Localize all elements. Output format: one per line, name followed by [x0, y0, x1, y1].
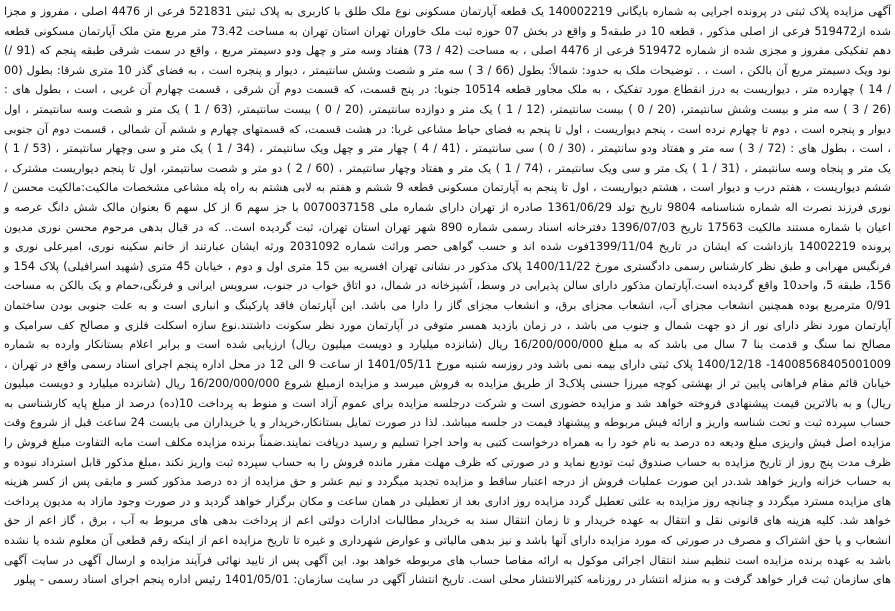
auction-notice-text: آگهی مزایده پلاک ثبتی در پرونده اجرایی به شماره بایگانی 140002219 یک قطعه آپارتمان مسکونی نوع ملک طلق با کاربری به پلاک ثبتی 521831 فرعی از 4476 اصلی ، مفروز و مجزا شده از519472 فرعی از اصلی مذکور ، قطعه 10 در طبقه5 و واقع در بخش 07 حوزه ثبت ملک خاوران تهران استان تهران به مساحت 73.42 متر مربع متن ملک آپارتمان مسکونی قطعه دهم تفکیکی مفروز و مجزی شده از شماره 519472 فرعی از 4476 اصلی ، به مساحت (42 / 73) هفتاد وسه متر و چهل ودو دسیمتر مربع ، واقع در سمت شرقی طبقه پنجم که (91 /) نود ویک دسیمتر مربع آن بالکن ، است ، . توضیحات ملک به حدود: شمالاً: بطول (66 / 3 ) سه متر و شصت وشش سانتیمتر ، دیوار و پنجره است ، به فضای گذر 10 متری شرقا: بطول (00 / 14 ) چهارده متر ، دیواریست به درز انقطاع مورد تفکیک ، به ملک مجاور قطعه 10514 جنوبا: در پنج قسمت، که قسمت دوم آن شرقی ، قسمت چهارم آن غربی ، است ، بطول های : (26 / 3 ) سه متر و بیست وشش سانتیمتر، (20 / 0 ) بیست سانتیمتر، (12 / 1 ) یک متر و دوازده سانتیمتر، (20 / 0 ) بیست سانتیمتر، (63 / 1 ) یک متر و شصت وسه سانتیمتر ، اول دیوار و پنجره است ، دوم تا چهارم نرده است ، پنجم دیواریست ، اول تا پنجم به فضای حیاط مشاعی غربا: در هشت قسمت، که قسمتهای چهارم و ششم آن شمالی ، قسمت دوم آن جنوبی ، است ، بطول های : (72 / 3 ) سه متر و هفتاد ودو سانتیمتر ، (30 / 0 ) سی سانتیمتر ، (41 / 4 ) چهار متر و چهل ویک سانتیمتر ، (34 / 1 ) یک متر و سی وچهار سانتیمتر ، (53 / 1 ) یک متر و پنجاه وسه سانتیمتر ، (31 / 1 ) یک متر و سی ویک سانتیمتر ، (74 / 1 ) یک متر و هفتاد وچهار سانتیمتر ، (60 / 2 ) دو متر و شصت سانتیمتر، اول تا پنجم دیواریست مشترک ، ششم دیواریست ، هفتم درب و دیوار است ، هشتم دیواریست ، اول تا پنجم به آپارتمان مسکونی قطعه 9 ششم و هفتم به لابی هشتم به راه پله مشاعی مشخصات مالکیت:مالکیت محسن / نوری فرزند نصرت اله شماره شناسنامه 9804 تاریخ تولد 1361/06/29 صادره از تهران دارای شماره ملی 0070037158 با جز سهم 6 از کل سهم 6 بعنوان مالک شش دانگ عرصه و اعیان با شماره مستند مالکیت 17563 تاریخ 1396/07/03 دفترخانه اسناد رسمی شماره 890 شهر تهران استان تهران، ثبت گردیده است.. که در قبال بدهی مرحوم محسن نوری مدیون پرونده 14002219 بازداشت که ایشان در تاریخ 1399/11/04فوت شده اند و حسب گواهی حصر وراثت شماره 2031092 ورثه ایشان عبارتند از خانم سکینه نوری، امیرعلی نوری و فرنگیس مهرابی و طبق نظر کارشناس رسمی دادگستری مورخ 1400/11/22 پلاک مذکور در نشانی تهران افسریه بین 15 متری اول و دوم ، خیابان 45 متری (شهید اسرافیلی) پلاک 154 و 156، طبقه 5، واحد10 واقع گردیده است.آپارتمان مذکور دارای سالن پذیرایی در وسط، آشپزخانه در شمال، دو اتاق خواب در جنوب، سرویس ایرانی و فرنگی،حمام و یک بالکن به مساحت 0/91 مترمربع بوده همچنین انشعاب مجزای آب، انشعاب مجزای برق، و انشعاب مجزای گاز را دارا می باشد. این آپارتمان فاقد پارکینگ و انباری است و به علت جنوبی بودن ساختمان آپارتمان مورد نظر دارای نور از دو جهت شمال و جنوب می باشد ، در زمان بازدید همسر متوفی در آپارتمان مورد نظر سکونت داشتند.نوع سازه اسکلت فلزی و مصالح کف سرامیک و مصالح نما سنگ و قدمت بنا 7 سال می باشد که به مبلغ 16/200/000/000 ریال (شانزده میلیارد و دویست میلیون ریال) ارزیابی شده است و برابر اعلام بستانکار وارده به شماره 14008568405001009- 1400/12/18 پلاک ثبتی دارای بیمه نمی باشد ودر روزسه شنبه مورخ 1401/05/11 از ساعت 9 الی 12 در محل اداره پنجم اجرای اسناد رسمی واقع در تهران ، خیابان قائم مقام فراهانی پایین تر از بهشتی کوچه میرزا حسنی پلاک3 از طریق مزایده به فروش میرسد و مزایده ازمبلغ شروع 16/200/000/000 ریال (شانزده میلیارد و دویست میلیون ریال) و به بالاترین قیمت پیشنهادی فروخته خواهد شد و مزایده حضوری است و شرکت درجلسه مزایده برای عموم آزاد است و منوط به پرداخت 10(ده) درصد از مبلغ پایه کارشناسی به حساب سپرده ثبت و تحت شناسه واریز و ارائه فیش مربوطه و پیشنهاد قیمت در جلسه میباشد. لذا در صورت تمایل بستانکار،خریدار و یا خریداران می بایست 24 ساعت قبل از شروع وقت مزایده اصل فیش واریزی مبلغ ودیعه ده درصد به نام خود را به همراه درخواست کتبی به واحد اجرا تسلیم و رسید دریافت نمایند.ضمناً برنده مزایده مکلف است مابه التفاوت مبلغ فروش را ظرف مدت پنج روز از تاریخ مزایده به حساب صندوق ثبت تودیع نماید و در صورتی که ظرف مهلت مقرر مانده فروش را به حساب سپرده ثبت واریز نکند ،مبلغ مذکور قابل استرداد نبوده و به حساب خزانه واریز خواهد شد.در این صورت عملیات فروش از درجه اعتبار ساقط و مزایده تجدید میگردد و نیم عشر و حق مزایده از ده درصد مذکور کسر و مابقی پس از کسر هزینه های مزایده مسترد میگردد و چنانچه روز مزایده به علتی تعطیل گردد مزایده روز اداری بعد از تعطیلی در همان ساعت و مکان برگزار خواهد گردید و در صورت وجود مازاد به مدیون پرداخت خواهد شد. کلیه هزینه های قانونی نقل و انتقال به عهده خریدار و تا زمان انتقال سند به خریدار مطالبات ادارات دولتی اعم از پرداخت بدهی های مربوط به آب ، برق ، گاز اعم از حق انشعاب و یا حق اشتراک و مصرف در صورتی که مورد مزایده دارای آنها باشد و نیز بدهی مالیاتی و عوارض شهرداری و غیره تا تاریخ مزایده اعم از اینکه رقم قطعی آن معلوم شده یا نشده باشد به عهده برنده مزایده است تنظیم سند انتقال اجرائی موکول به ارائه مفاصا حساب های مربوطه خواهد بود. این آگهی پس از تایید نهائی فرآیند مزایده و ارسال آگهی در سایت آگهی های سازمان ثبت قرار خواهد گرفت و به منزله انتشار در روزنامه کثیرالانتشار محلی است. تاریخ انتشار آگهی در سایت سازمان: 1401/05/01 رئیس اداره پنجم اجرای اسناد رسمی - پیلور: [4, 5, 892, 587]
